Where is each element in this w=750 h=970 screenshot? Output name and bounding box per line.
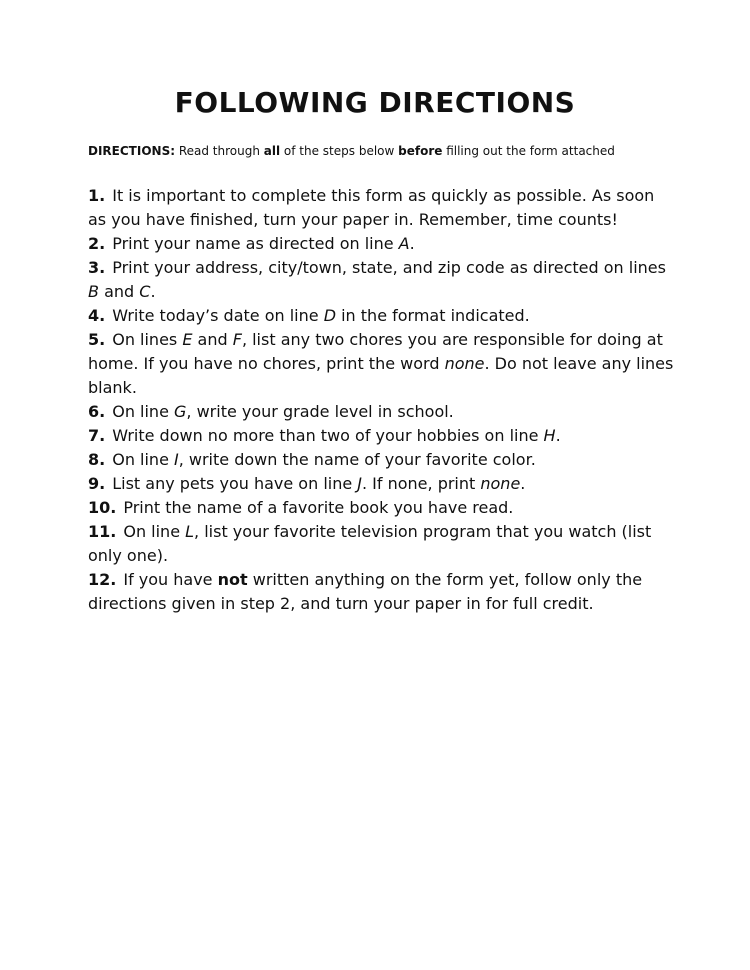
text-run: Print the name of a favorite book you have read. bbox=[123, 498, 514, 517]
bold-text: before bbox=[398, 144, 443, 158]
step-number: 8. bbox=[88, 450, 106, 469]
text-run: , write your grade level in school. bbox=[186, 402, 454, 421]
text-run: written anything on the form yet, follow only the directions given in step 2, and turn your paper in for full credit. bbox=[88, 570, 643, 613]
text-run: of the steps below bbox=[280, 144, 399, 158]
text-run: , list any two chores you are responsible for doing at home. If you have no chores, print the word bbox=[88, 330, 663, 373]
step-item bbox=[88, 328, 676, 400]
step-number: 10. bbox=[88, 498, 117, 517]
italic-text: I bbox=[174, 450, 179, 469]
text-run: It is important to complete this form as quickly as possible. As soon as you have finished, turn your paper in. Remember, time counts! bbox=[88, 186, 655, 229]
italic-text: L bbox=[185, 522, 195, 541]
text-run: and bbox=[98, 282, 140, 301]
italic-text: A bbox=[398, 234, 410, 253]
text-run: . bbox=[409, 234, 415, 253]
step-item bbox=[88, 520, 676, 568]
step-number: 4. bbox=[88, 306, 106, 325]
italic-text: B bbox=[88, 282, 99, 301]
text-run: Read through bbox=[175, 144, 264, 158]
italic-text: J bbox=[357, 474, 362, 493]
step-item bbox=[88, 448, 676, 472]
text-run: and bbox=[192, 330, 233, 349]
step-item bbox=[88, 400, 676, 424]
step-number: 2. bbox=[88, 234, 106, 253]
bold-text: all bbox=[263, 144, 281, 158]
italic-text: none bbox=[444, 354, 485, 373]
step-item bbox=[88, 256, 676, 304]
text-run: Write down no more than two of your hobbies on line bbox=[112, 426, 544, 445]
text-run: , write down the name of your favorite color. bbox=[178, 450, 536, 469]
step-number: 6. bbox=[88, 402, 106, 421]
italic-text: G bbox=[174, 402, 187, 421]
text-run: . bbox=[150, 282, 156, 301]
step-item bbox=[88, 568, 676, 616]
step-number: 9. bbox=[88, 474, 106, 493]
italic-text: E bbox=[182, 330, 193, 349]
step-item bbox=[88, 184, 676, 232]
page-title: FOLLOWING DIRECTIONS bbox=[174, 86, 576, 119]
step-item bbox=[88, 472, 676, 496]
text-run: Write today’s date on line bbox=[112, 306, 324, 325]
bold-text: not bbox=[217, 570, 248, 589]
step-number: 1. bbox=[88, 186, 106, 205]
italic-text: none bbox=[480, 474, 521, 493]
step-number: 12. bbox=[88, 570, 117, 589]
text-run: Print your address, city/town, state, and zip code as directed on lines bbox=[112, 258, 666, 277]
step-number: 11. bbox=[88, 522, 117, 541]
step-number: 3. bbox=[88, 258, 106, 277]
directions-line bbox=[88, 143, 676, 160]
text-run: . bbox=[555, 426, 561, 445]
bold-text: DIRECTIONS: bbox=[88, 144, 176, 158]
text-run: If you have bbox=[123, 570, 218, 589]
italic-text: C bbox=[139, 282, 151, 301]
text-run: in the format indicated. bbox=[336, 306, 530, 325]
text-run: , list your favorite television program that you watch (list only one). bbox=[88, 522, 652, 565]
step-number: 7. bbox=[88, 426, 106, 445]
text-run: . Do not leave any lines blank. bbox=[88, 354, 674, 397]
step-item bbox=[88, 232, 676, 256]
text-run: Print your name as directed on line bbox=[112, 234, 399, 253]
text-run: On line bbox=[123, 522, 186, 541]
text-run: . bbox=[520, 474, 526, 493]
text-run: List any pets you have on line bbox=[112, 474, 358, 493]
text-run: On line bbox=[112, 402, 174, 421]
italic-text: D bbox=[323, 306, 337, 325]
italic-text: H bbox=[543, 426, 556, 445]
text-run: . If none, print bbox=[362, 474, 481, 493]
text-run: On lines bbox=[112, 330, 183, 349]
text-run: On line bbox=[112, 450, 174, 469]
italic-text: F bbox=[232, 330, 242, 349]
steps-list bbox=[88, 184, 676, 616]
text-run: filling out the form attached bbox=[442, 144, 615, 158]
step-number: 5. bbox=[88, 330, 106, 349]
step-item bbox=[88, 304, 676, 328]
step-item bbox=[88, 496, 676, 520]
step-item bbox=[88, 424, 676, 448]
